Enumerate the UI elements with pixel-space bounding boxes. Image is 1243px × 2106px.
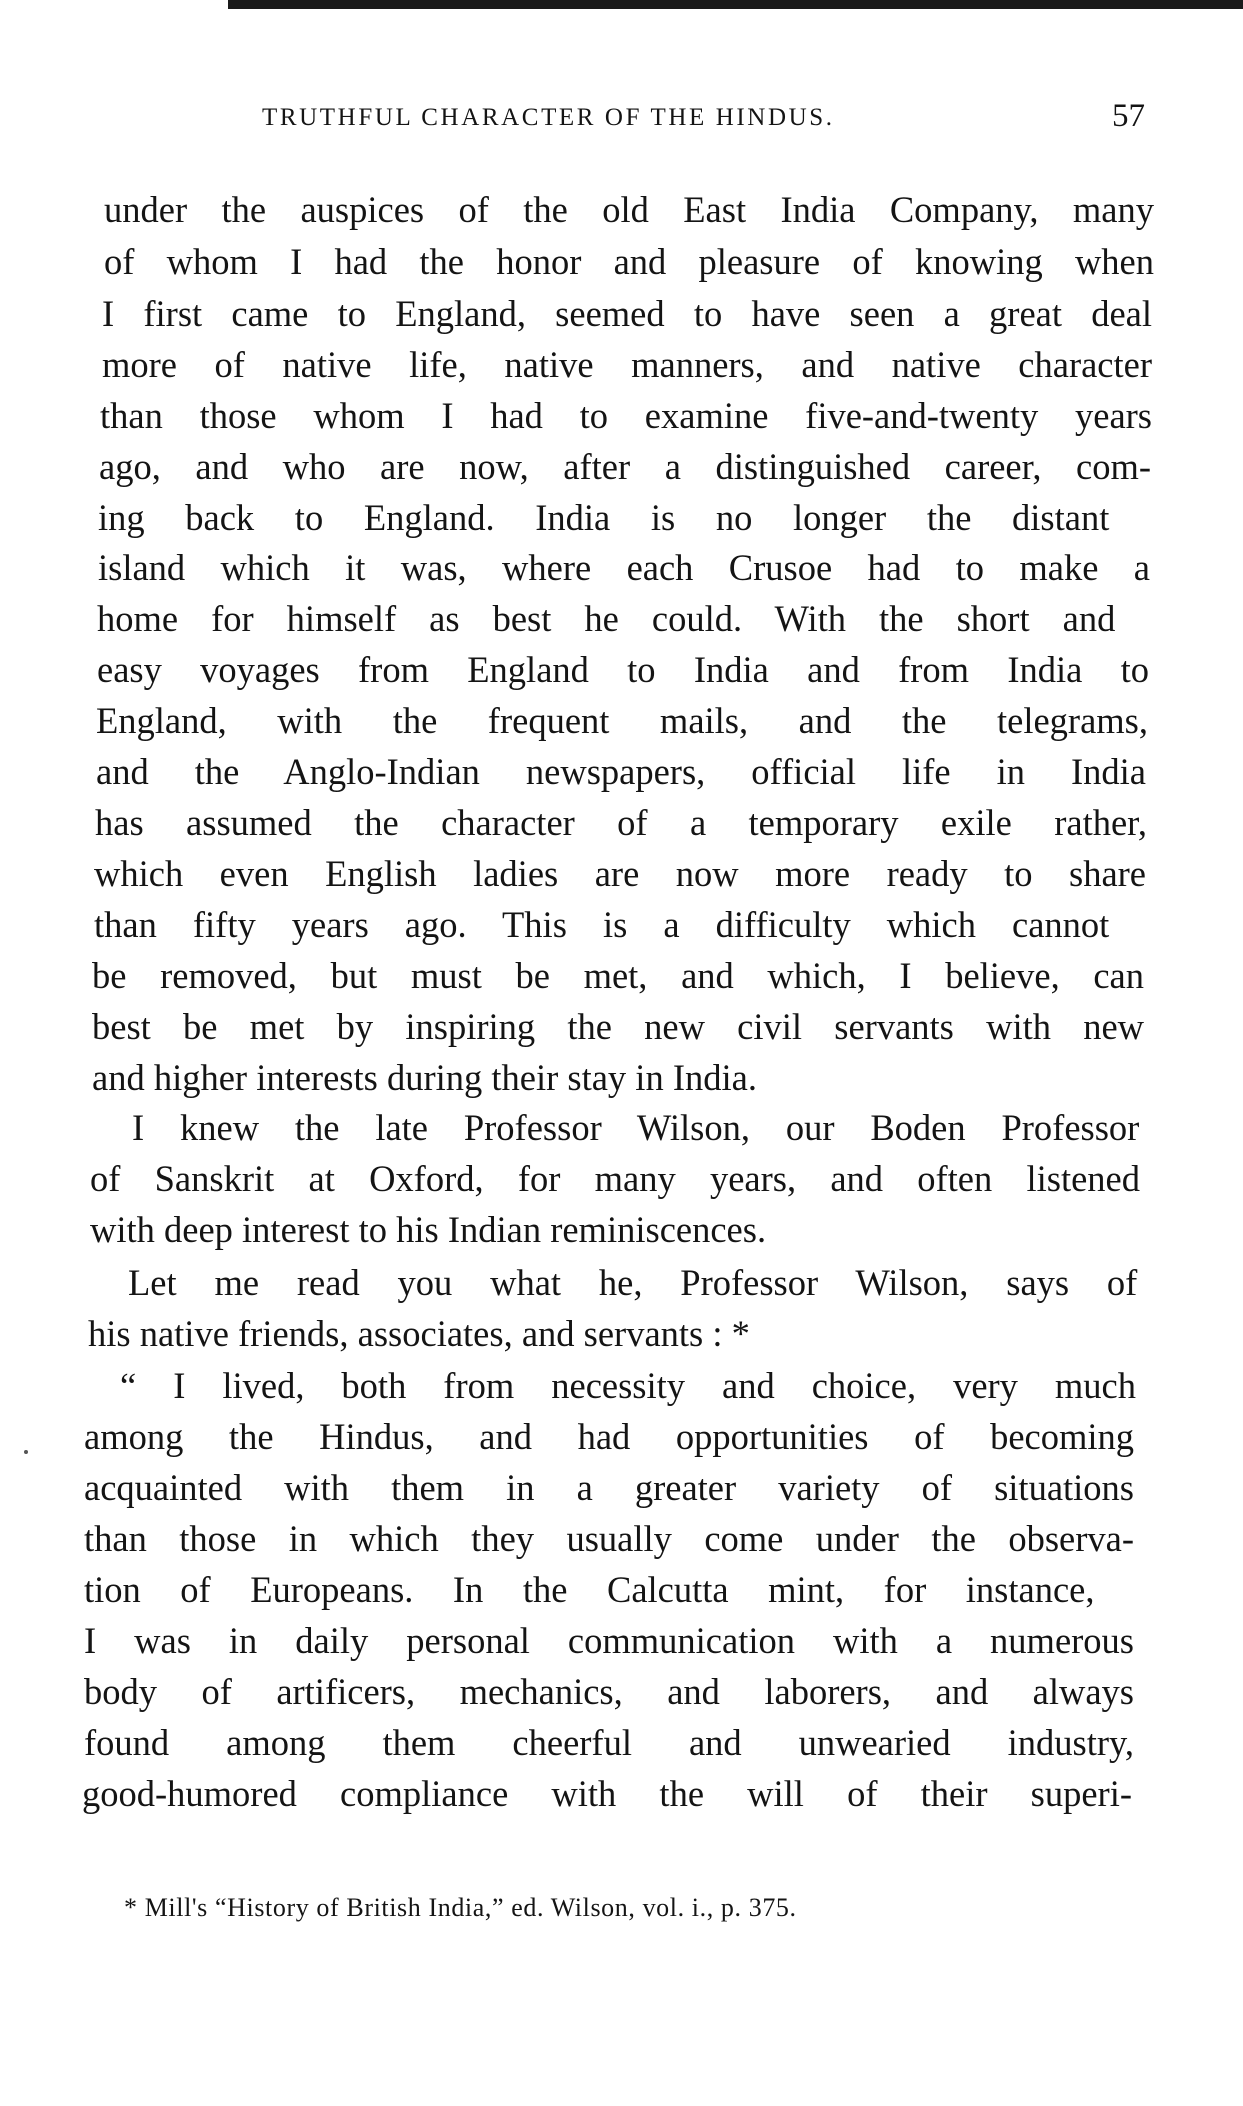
text-line: more of native life, native manners, and native character [102,344,1152,385]
text-line: body of artificers, mechanics, and laborers, and always [84,1671,1134,1712]
text-line: of Sanskrit at Oxford, for many years, and often listened [90,1158,1140,1199]
text-line: has assumed the character of a temporary exile rather, [95,802,1147,843]
text-line: than fifty years ago. This is a difficulty which cannot [94,904,1110,945]
text-line: under the auspices of the old East India Company, many [104,189,1154,230]
running-head [0,100,1243,140]
text-line: ing back to England. India is no longer the distant [98,497,1110,538]
text-line: I first came to England, seemed to have seen a great deal [102,293,1152,334]
text-line: which even English ladies are now more ready to share [94,853,1146,894]
top-page-rule [228,0,1243,9]
text-line: ago, and who are now, after a distinguished career, com- [99,446,1151,487]
stray-ink-mark [24,1450,28,1454]
footnote: * Mill's “History of British India,” ed. Wilson, vol. i., p. 375. [124,1893,797,1922]
text-line: island which it was, where each Crusoe had to make a [98,547,1150,588]
text-line: easy voyages from England to India and from India to [97,649,1149,690]
text-line: and higher interests during their stay in India. [92,1057,757,1098]
text-line: his native friends, associates, and servants : * [88,1313,750,1354]
text-line: “ I lived, both from necessity and choice, very much [120,1365,1136,1406]
text-line: good-humored compliance with the will of their superi- [82,1773,1132,1814]
text-line: than those whom I had to examine five-and-twenty years [100,395,1152,436]
text-line: best be met by inspiring the new civil servants with new [92,1006,1144,1047]
page-number: 57 [1112,98,1145,134]
text-line: of whom I had the honor and pleasure of knowing when [104,241,1154,282]
text-line: among the Hindus, and had opportunities of becoming [84,1416,1134,1457]
text-line: found among them cheerful and unwearied industry, [84,1722,1134,1763]
text-line: I was in daily personal communication with a numerous [84,1620,1134,1661]
text-line: with deep interest to his Indian reminiscences. [90,1209,767,1250]
text-line: acquainted with them in a greater variety of situations [84,1467,1134,1508]
text-line: and the Anglo-Indian newspapers, official life in India [96,751,1146,792]
text-line: than those in which they usually come under the observa- [84,1518,1134,1559]
text-line: I knew the late Professor Wilson, our Boden Professor [132,1107,1140,1148]
text-line: Let me read you what he, Professor Wilson, says of [128,1262,1138,1303]
page-header-title: TRUTHFUL CHARACTER OF THE HINDUS. [262,104,835,131]
text-line: home for himself as best he could. With the short and [97,598,1116,639]
text-line: be removed, but must be met, and which, I believe, can [92,955,1144,996]
text-line: tion of Europeans. In the Calcutta mint, for instance, [84,1569,1095,1610]
text-line: England, with the frequent mails, and the telegrams, [96,700,1148,741]
